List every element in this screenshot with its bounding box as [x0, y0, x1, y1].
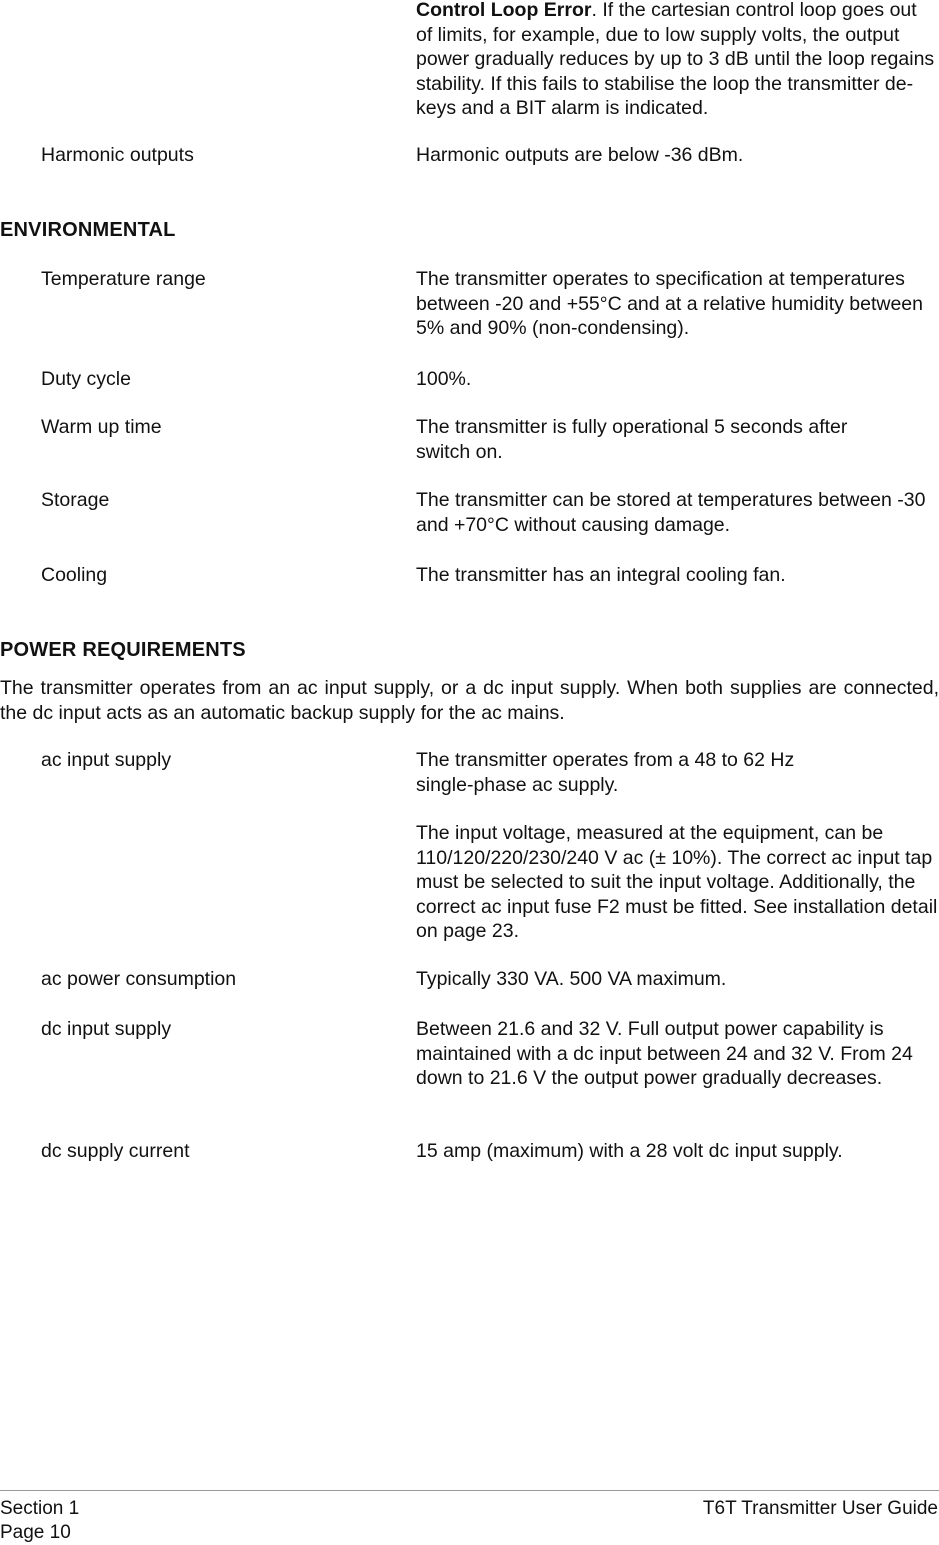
storage-label: Storage — [41, 489, 110, 511]
ac-power-consumption-text: Typically 330 VA. 500 VA maximum. — [416, 968, 727, 990]
footer-page-number: Page 10 — [0, 1522, 71, 1543]
harmonic-outputs-text: Harmonic outputs are below -36 dBm. — [416, 144, 744, 166]
ac-power-consumption-label: ac power consumption — [41, 968, 237, 990]
footer-section: Section 1 — [0, 1498, 80, 1519]
footer-left — [0, 1497, 79, 1545]
dc-supply-current-text: 15 amp (maximum) with a 28 volt dc input supply. — [416, 1140, 843, 1162]
ac-input-supply-text: The transmitter operates from a 48 to 62 Hz single-phase ac supply. — [416, 749, 795, 796]
dc-supply-current-label: dc supply current — [41, 1140, 190, 1162]
warm-up-time-text: The transmitter is fully operational 5 seconds after switch on. — [416, 416, 848, 463]
control-loop-paragraph — [416, 0, 938, 121]
environmental-heading: ENVIRONMENTAL — [0, 219, 176, 241]
power-intro-paragraph: The transmitter operates from an ac input supply, or a dc input supply. When both supplies are connected, the dc input acts as an automatic backup supply for the ac mains. — [0, 677, 939, 724]
ac-input-supply-description — [416, 748, 938, 944]
warm-up-time-label: Warm up time — [41, 416, 162, 438]
temperature-range-text: The transmitter operates to specification at temperatures between -20 and +55°C and at a relative humidity between 5% and 90% (non-condensing). — [416, 268, 923, 339]
power-requirements-heading: POWER REQUIREMENTS — [0, 639, 246, 661]
ac-input-supply-label: ac input supply — [41, 749, 172, 771]
footer-guide-title: T6T Transmitter User Guide — [702, 1498, 938, 1519]
harmonic-outputs-label: Harmonic outputs — [41, 144, 194, 166]
storage-text: The transmitter can be stored at temperatures between -30 and +70°C without causing damage. — [416, 489, 926, 536]
duty-cycle-label: Duty cycle — [41, 368, 131, 390]
temperature-range-label: Temperature range — [41, 268, 206, 290]
cooling-label: Cooling — [41, 564, 108, 586]
control-loop-text: . If the cartesian control loop goes out of limits, for example, due to low supply volts, the output power gradually reduces by up to 3 dB until the loop regains stability. If this fails to stabilise the loop the transmitter de-keys and a BIT alarm is indicated. — [416, 0, 935, 119]
dc-input-supply-text: Between 21.6 and 32 V. Full output power capability is maintained with a dc input between 24 and 32 V. From 24 down to 21.6 V the output power gradually decreases. — [416, 1018, 913, 1089]
duty-cycle-text: 100%. — [416, 368, 472, 390]
ac-input-voltage-text: The input voltage, measured at the equipment, can be 110/120/220/230/240 V ac (± 10%). The correct ac input tap must be selected to suit the input voltage. Additionally, the correct ac input fuse F2 must be fitted. See installation detail on page 23. — [416, 822, 938, 942]
control-loop-title: Control Loop Error — [416, 0, 592, 21]
footer-divider — [0, 1490, 939, 1491]
dc-input-supply-label: dc input supply — [41, 1018, 172, 1040]
cooling-text: The transmitter has an integral cooling fan. — [416, 564, 786, 586]
